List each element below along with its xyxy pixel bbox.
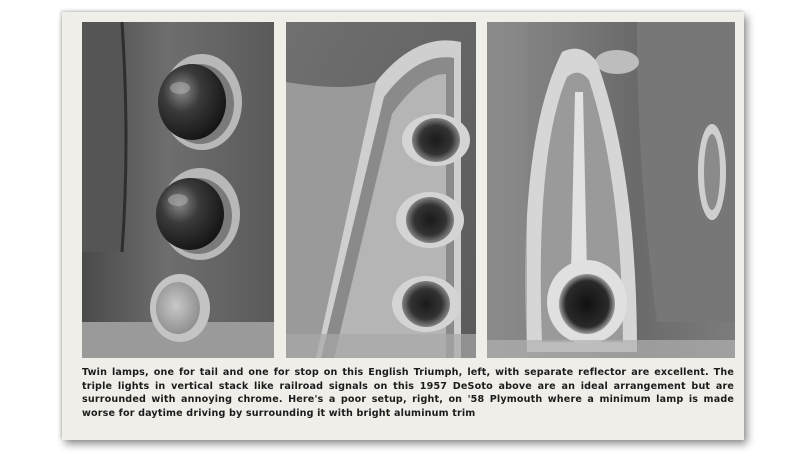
photo-caption: Twin lamps, one for tail and one for stop on this English Triumph, left, with separate reflector are excellent. The triple lights in vertical stack like railroad signals on this 1957 DeSoto above are an ideal arrangement but are surrounded with annoying chrome. Here's a poor setup, right, on '58 Plymouth where a minimum lamp is made worse for daytime driving by surrounding it with bright aluminum trim <box>82 367 734 419</box>
triumph-taillights-photo <box>82 22 274 358</box>
magazine-clipping <box>62 12 744 440</box>
desoto-taillights-photo <box>286 22 476 358</box>
plymouth-taillight-photo <box>487 22 735 358</box>
